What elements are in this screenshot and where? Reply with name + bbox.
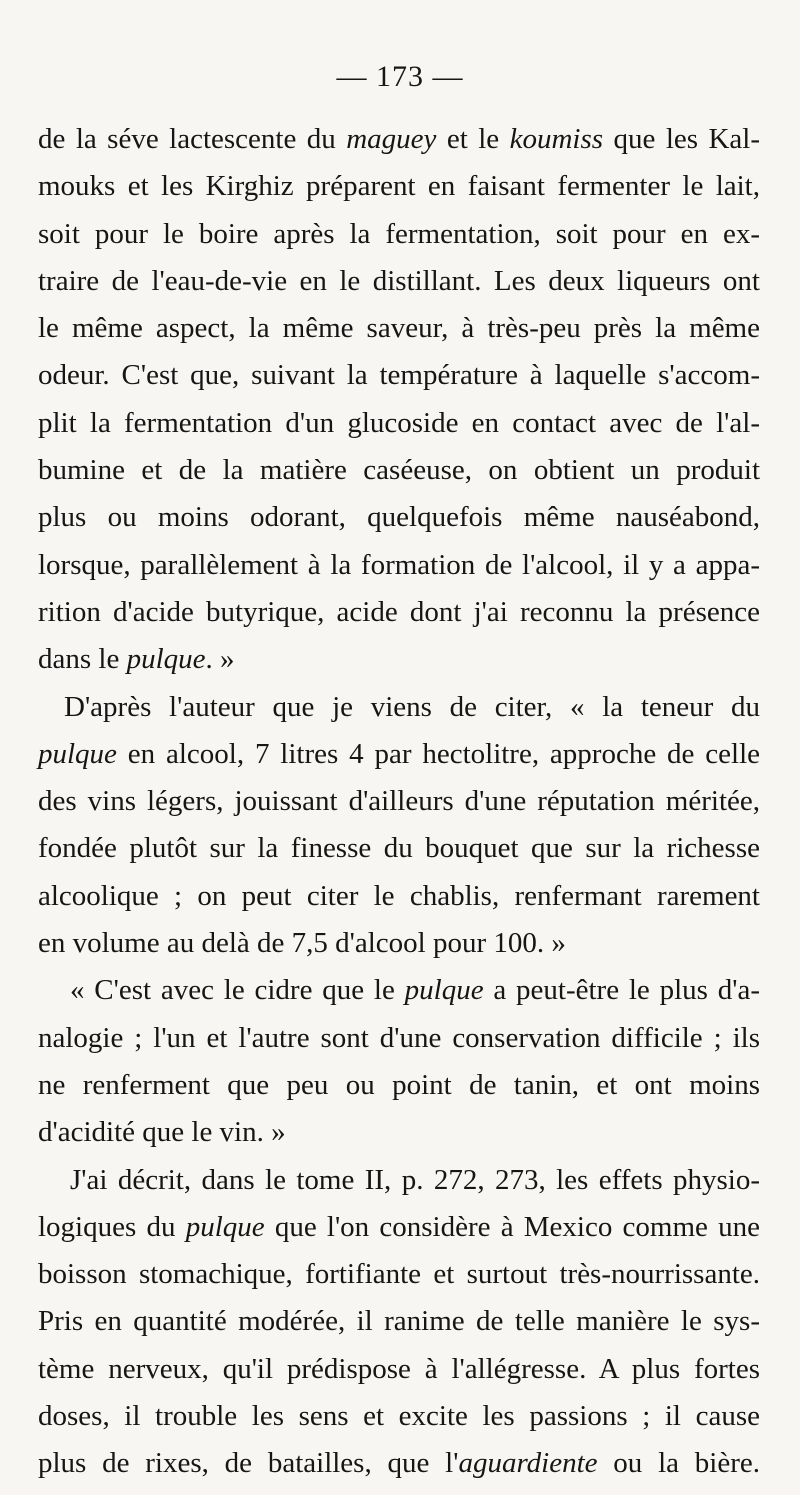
italic-term: pulque (126, 643, 206, 676)
text-line (38, 447, 760, 494)
text-line (38, 400, 760, 447)
italic-term: maguey (346, 123, 437, 155)
text-line (38, 778, 760, 825)
text-segment: boisson stomachique, fortifiante et surtout très-nourrissante. (38, 1258, 760, 1291)
text-segment: . » (205, 643, 235, 676)
text-segment: alcoolique ; on peut citer le chablis, renfermant rarement (38, 879, 760, 912)
text-line (38, 684, 760, 731)
text-segment: odeur. C'est que, suivant la température à laquelle s'accom- (38, 359, 760, 392)
text-line (38, 1251, 760, 1298)
text-segment: le même aspect, la même saveur, à très-peu près la même (38, 312, 760, 345)
text-line (38, 116, 760, 163)
text-line (38, 589, 760, 636)
text-line (38, 1015, 760, 1062)
text-segment: plus ou moins odorant, quelquefois même nauséabond, (38, 501, 760, 534)
text-segment: que les Kal- (603, 123, 761, 155)
text-segment: d'acidité que le vin. » (38, 1116, 286, 1149)
text-line (38, 542, 760, 589)
text-segment: Pris en quantité modérée, il ranime de telle manière le sys- (38, 1305, 760, 1338)
text-segment: en alcool, 7 litres 4 par hectolitre, approche de celle (116, 737, 760, 770)
body-text (38, 116, 760, 1488)
text-line (38, 211, 760, 258)
text-line (38, 1393, 760, 1440)
text-line (38, 1109, 760, 1156)
text-segment: des vins légers, jouissant d'ailleurs d'une réputation méritée, (38, 785, 760, 818)
text-segment: que l'on considère à Mexico comme une (264, 1210, 760, 1243)
text-segment: plit la fermentation d'un glucoside en contact avec de l'al- (38, 406, 760, 439)
text-segment: a peut-être le plus d'a- (483, 974, 760, 1007)
text-line (38, 1204, 760, 1251)
text-segment: en volume au delà de 7,5 d'alcool pour 100. » (38, 927, 566, 960)
text-segment: et le (436, 123, 510, 155)
text-segment: logiques du (38, 1210, 186, 1243)
text-line (38, 1440, 760, 1487)
text-segment: bumine et de la matière caséeuse, on obtient un produit (38, 454, 760, 487)
text-segment: mouks et les Kirghiz préparent en faisant fermenter le lait, (38, 170, 760, 203)
text-line (38, 636, 760, 683)
text-line (38, 1062, 760, 1109)
text-line (38, 1157, 760, 1204)
text-line (38, 494, 760, 541)
text-segment: D'après l'auteur que je viens de citer, « la teneur du (64, 690, 760, 723)
text-segment: J'ai décrit, dans le tome II, p. 272, 273, les effets physio- (70, 1163, 760, 1196)
text-line (38, 731, 760, 778)
italic-term: pulque (185, 1210, 265, 1243)
text-segment: soit pour le boire après la fermentation, soit pour en ex- (38, 217, 760, 250)
text-segment: ne renferment que peu ou point de tanin, et ont moins (38, 1068, 760, 1101)
italic-term: pulque (38, 737, 117, 770)
text-line (38, 873, 760, 920)
italic-term: pulque (404, 974, 484, 1007)
text-segment: dans le (38, 643, 127, 676)
text-line (38, 1298, 760, 1345)
text-segment: « C'est avec le cidre que le (70, 974, 405, 1007)
text-line (38, 825, 760, 872)
text-line (38, 1346, 760, 1393)
text-segment: ou la bière. (597, 1447, 760, 1480)
text-segment: nalogie ; l'un et l'autre sont d'une conservation difficile ; ils (38, 1021, 760, 1054)
text-segment: tème nerveux, qu'il prédispose à l'allégresse. A plus fortes (38, 1352, 760, 1385)
page-number: — 173 — (336, 60, 464, 93)
text-line (38, 305, 760, 352)
text-line (38, 258, 760, 305)
text-line (38, 352, 760, 399)
text-segment: fondée plutôt sur la finesse du bouquet que sur la richesse (38, 832, 760, 865)
text-segment: lorsque, parallèlement à la formation de l'alcool, il y a appa- (38, 548, 760, 581)
text-segment: rition d'acide butyrique, acide dont j'ai reconnu la présence (38, 595, 760, 628)
text-line (38, 163, 760, 210)
text-segment: traire de l'eau-de-vie en le distillant. Les deux liqueurs ont (38, 264, 760, 297)
text-line (38, 967, 760, 1014)
italic-term: aguardiente (458, 1447, 598, 1480)
text-segment: plus de rixes, de batailles, que l' (38, 1447, 459, 1480)
italic-term: koumiss (509, 123, 604, 155)
text-segment: doses, il trouble les sens et excite les passions ; il cause (38, 1400, 760, 1433)
text-line (38, 920, 760, 967)
text-segment: de la séve lactescente du (38, 123, 347, 155)
